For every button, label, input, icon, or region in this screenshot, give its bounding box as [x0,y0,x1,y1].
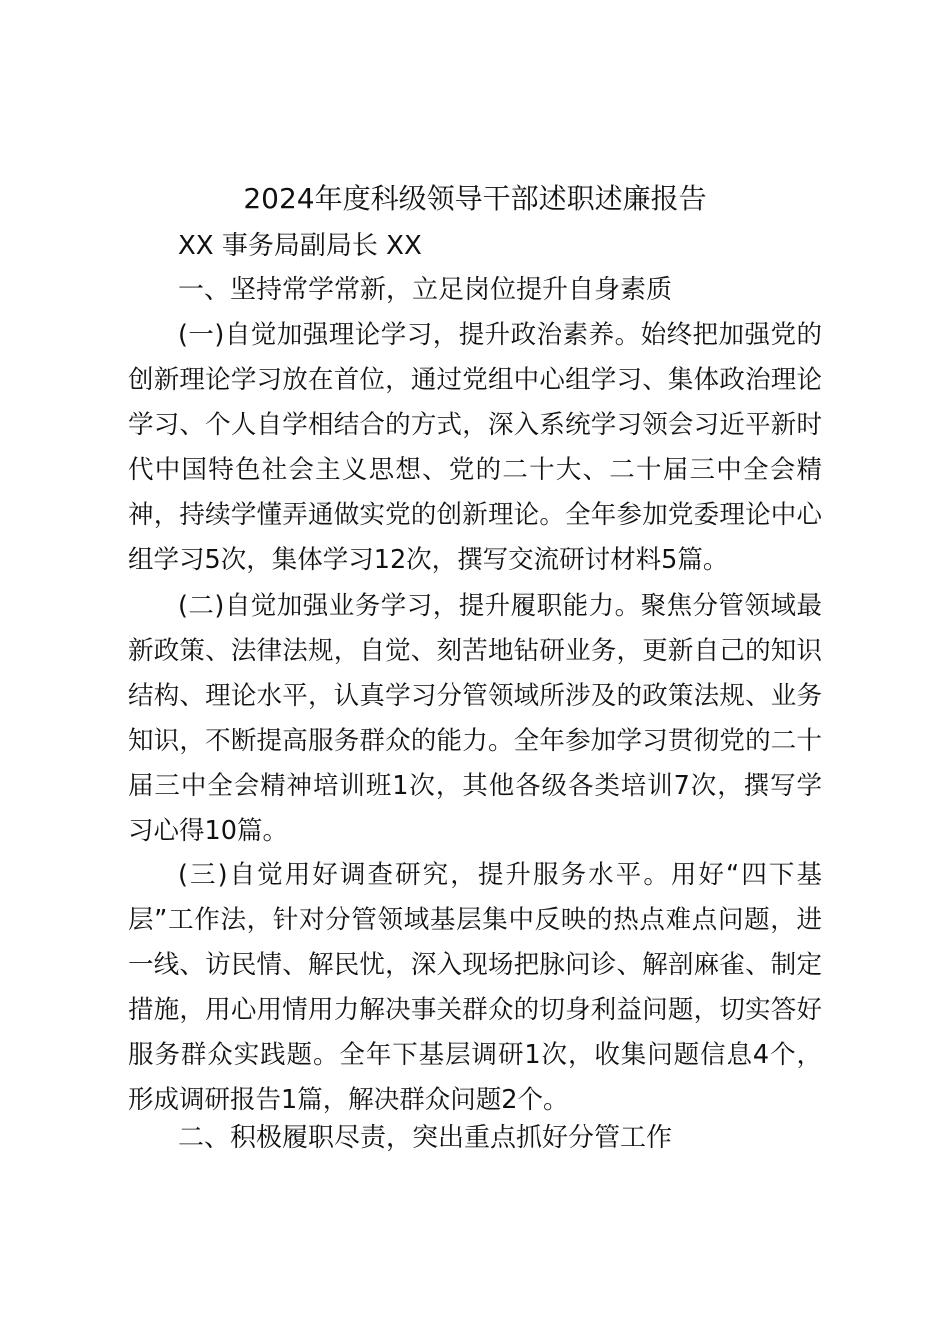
section-heading-2: 二、积极履职尽责，突出重点抓好分管工作 [178,1123,673,1153]
section-heading-1: 一、坚持常学常新，立足岗位提升自身素质 [178,275,673,305]
author-line: XX 事务局副局长 XX [178,231,422,261]
paragraph-1: (一)自觉加强理论学习，提升政治素养。始终把加强党的创新理论学习放在首位，通过党组中心组学习、集体政治理论学习、个人自学相结合的方式，深入系统学习领会习近平新时代中国特色社会主义思想、党的二十大、二十届三中全会精神，持续学懂弄通做实党的创新理论。全年参加党委理论中心组学习5次，集体学习12次，撰写交流研讨材料5篇。 [128,320,822,575]
paragraph-2: (二)自觉加强业务学习，提升履职能力。聚焦分管领域最新政策、法律法规，自觉、刻苦地钻研业务，更新自己的知识结构、理论水平，认真学习分管领域所涉及的政策法规、业务知识，不断提高服务群众的能力。全年参加学习贯彻党的二十届三中全会精神培训班1次，其他各级各类培训7次，撰写学习心得10篇。 [128,591,822,846]
document-title: 2024年度科级领导干部述职述廉报告 [243,182,707,215]
paragraph-3: (三)自觉用好调查研究，提升服务水平。用好“四下基层”工作法，针对分管领域基层集中反映的热点难点问题，进一线、访民情、解民忧，深入现场把脉问诊、解剖麻雀、制定措施，用心用情用力解决事关群众的切身利益问题，切实答好服务群众实践题。全年下基层调研1次，收集问题信息4个，形成调研报告1篇，解决群众问题2个。 [128,860,822,1115]
